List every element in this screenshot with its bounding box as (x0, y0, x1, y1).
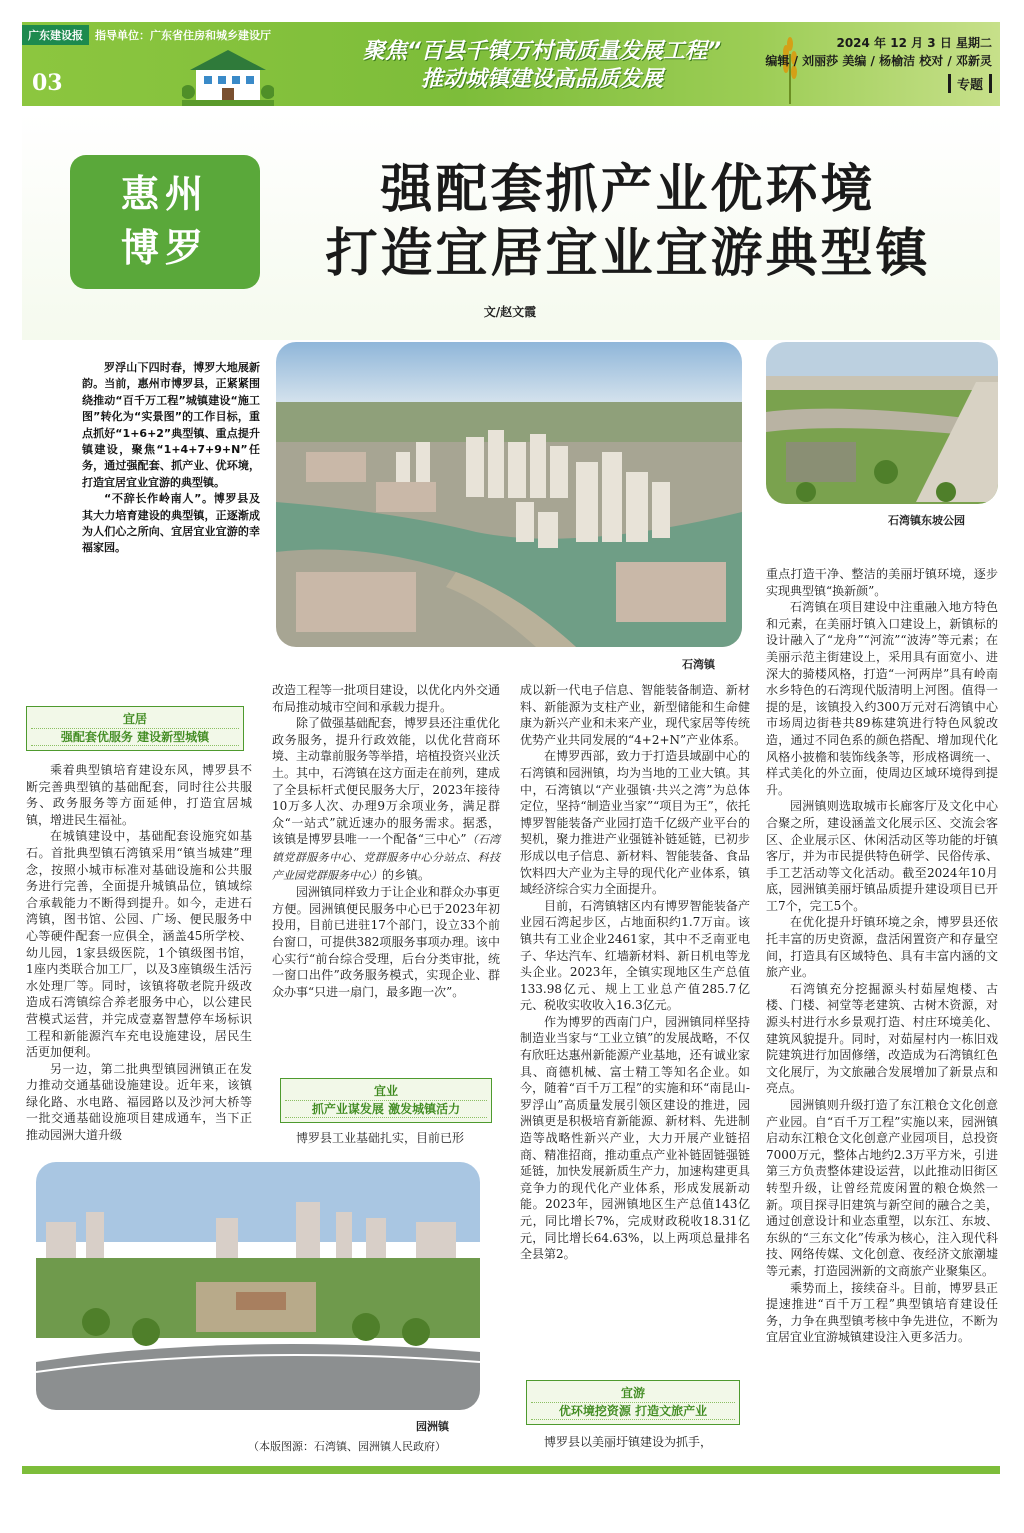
section-livable-subtitle: 强配套优服务 建设新型城镇 (31, 728, 239, 746)
dongpo-caption: 石湾镇东坡公园 (888, 514, 965, 527)
col4-p2: 石湾镇在项目建设中注重融入地方特色和元素，在美丽圩镇入口建设上，新镇标的设计融入了“龙舟”“河流”“波涛”等元素；在美丽示范主街建设上，采用具有面宽小、进深大的骑楼风格，打造“一河两岸”具有岭南水乡特色的石湾现代版清明上河图。值得一提的是，该镇投入约300万元对石湾镇中心市场周边街巷共89栋建筑进行特色风貌改造，通过不同色系的颜色搭配、增加现代化风格小披檐和装饰线条等，形成格调统一、样式美化的外立面，使周边区域环境得到提升。 (766, 600, 998, 797)
shiwan-aerial-image (276, 342, 742, 647)
col3-p4: 作为博罗的西南门户，园洲镇同样坚持制造业当家与“工业立镇”的发展战略，不仅有欣旺达惠州新能源产业基地，还有诚业家具、商德机械、富士精工等知名企业。如今，随着“百千万工程”的实施和环“南昆山-罗浮山”高质量发展引领区建设的推进，园洲镇更是积极培育新能源、新材料、先进制造等战略性新兴产业，大力开展产业链招商、精准招商，推动重点产业补链固链强链延链，加快发展新质生产力，加速构建更具竞争力的现代化产业体系，形成发展新动能。2023年，园洲镇地区生产总值143亿元，同比增长7%，完成财政税收18.31亿元，同比增长64.63%，以上两项总量排名全县第2。 (520, 1014, 750, 1262)
dongpo-park-image (766, 342, 998, 504)
dongpo-park-photo (766, 342, 998, 504)
col4-p6: 园洲镇则升级打造了东江粮仓文化创意产业园。自“百千万工程”实施以来，园洲镇启动东江粮仓文化创意产业园项目，总投资7000万元，整体占地约2.3万平方米，引进第三方负责整体建设运营，以此推动旧街区转型升级，让曾经荒废闲置的粮仓焕然一新。项目探寻旧建筑与新空间的融合之美，通过创意设计和业态重塑，以东江、东坡、东纵的“三东文化”传承为核心，注入现代科技、网络传媒、文化创意、夜经济文旅潮墟等元素，打造园洲新的文商旅产业聚集区。 (766, 1098, 998, 1278)
byline: 文/赵文霞 (483, 305, 537, 319)
col2-p4: 博罗县工业基础扎实，目前已形 (296, 1131, 465, 1145)
col3-p1: 成以新一代电子信息、智能装备制造、新材料、新能源为支柱产业，新型储能和生命健康为新兴产业和未来产业，现代家居等传统优势产业共同发展的“4+2+N”产业体系。 (520, 683, 750, 747)
place-county: 博罗 (120, 226, 209, 270)
col2-p2 (272, 715, 500, 884)
masthead-info (765, 34, 992, 94)
place-badge (70, 155, 260, 289)
col4-p4: 在优化提升圩镇环境之余，博罗县还依托丰富的历史资源，盘活闲置资产和存量空间，打造具有区域特色、具有丰富内涵的文旅产业。 (766, 915, 998, 980)
col4-p3: 园洲镇则选取城市长廊客厅及文化中心合聚之所，建设涵盖文化展示区、交流会客区、企业展示区、休闲活动区等功能的圩镇客厅，并为市民提供特色研学、民俗传承、手工艺活动等文化活动。截至2024年10月底，园洲镇美丽圩镇品质提升建设项目已开工7个，完工5个。 (766, 799, 998, 913)
col3-p3: 目前，石湾镇辖区内有博罗智能装备产业园石湾起步区，占地面积约1.7万亩。该镇共有工业企业2461家，其中不乏南亚电子、华达汽车、红墙新材料、新日机电等龙头企业。2023年，全镇实现地区生产总值133.98亿元、规上工业总产值285.7亿元、税收实收收入16.3亿元。 (520, 898, 750, 1013)
col3-p5: 博罗县以美丽圩镇建设为抓手， (544, 1435, 713, 1449)
shiwan-caption: 石湾镇 (682, 658, 715, 671)
section-business-head (280, 1078, 492, 1123)
section-tourism-title: 宜游 (620, 1386, 645, 1400)
yuanzhou-caption: 园洲镇 (416, 1420, 449, 1433)
col2-p2-end: 的乡镇。 (382, 867, 431, 882)
section-business-subtitle: 抓产业谋发展 激发城镇活力 (285, 1100, 487, 1118)
editor-credits: 编辑 / 刘丽莎 美编 / 杨榆洁 校对 / 邓新灵 (765, 54, 992, 68)
slogan-line-2: 推动城镇建设高品质发展 (420, 67, 663, 92)
col2-p2-text: 除了做强基础配套，博罗县还注重优化政务服务，提升行政效能，以优化营商环境、主动靠前服务等举措，培植投资兴业沃土。其中，石湾镇在这方面走在前列，建成了全县标杆式便民服务大厅，2023年接待10万多人次、办理9万余项业务，满足群众“一站式”就近速办的服务需求。据悉，该镇是博罗县唯一一个配备“三中心” (272, 716, 501, 847)
column-2 (272, 682, 500, 1072)
col4-p7: 乘势而上，接续奋斗。目前，博罗县正提速推进“百千万工程”典型镇培育建设任务，力争在典型镇考核中争先进位，不断为宜居宜业宜游城镇建设注入更多活力。 (766, 1280, 998, 1345)
column-4 (766, 566, 998, 1460)
col2-p3: 园洲镇同样致力于让企业和群众办事更方便。园洲镇便民服务中心已于2023年初投用，目前已进驻17个部门，设立33个前台窗口，可提供382项服务事项办理。该中心实行“前台综合受理，后台分类审批，统一窗口出件”政务服务模式，实现企业、群众办事“只进一扇门，最多跑一次”。 (272, 885, 501, 999)
column-badge: 专题 (948, 74, 992, 93)
col1-p2: 在城镇建设中，基础配套设施究如基石。首批典型镇石湾镇采用“镇当城建”理念，按照小城市标准对基础设施和公共服务进行完善，全面提升城镇品位，镇域综合承载能力不断得到提升。如今，走进石湾镇，图书馆、公园、广场、便民服务中心等硬件配套一应俱全，涵盖45所学校、幼儿园，1家县级医院，1个镇级图书馆，1座内类联合加工厂，以及3座镇级生活污水处理厂等。同时，该镇将敬老院升级改造成石湾镇综合养老服务中心，以公建民营模式运营，并完成壹嘉智慧停车场标识工程和新能源汽车充电设施建设，居民生活更加便利。 (26, 829, 252, 1060)
section-tourism-head (526, 1380, 740, 1425)
section-tourism-subtitle: 优环境挖资源 打造文旅产业 (531, 1402, 735, 1420)
column-1 (26, 762, 252, 1154)
place-city: 惠州 (120, 172, 209, 216)
shiwan-town-photo (276, 342, 742, 647)
headline-line-1: 强配套抓产业优环境 (380, 159, 876, 220)
house-icon (182, 48, 274, 106)
paper-tag: 广东建设报 (22, 25, 89, 45)
column-3-tail (520, 1434, 750, 1458)
yuanzhou-town-photo (36, 1162, 480, 1410)
yuanzhou-aerial-image (36, 1162, 480, 1410)
slogan-line-1: 聚焦“百县千镇万村高质量发展工程” (362, 39, 722, 64)
footer-rule (22, 1466, 1000, 1474)
lead-p2: “不辞长作岭南人”。博罗县及其大力培育建设的典型镇，正逐渐成为人们心之所向、宜居宜业宜游的幸福家园。 (82, 492, 260, 555)
page-number: 03 (32, 70, 63, 96)
col2-p1: 改造工程等一批项目建设，以优化内外交通布局推动城市空间和承载力提升。 (272, 683, 501, 714)
section-business-title: 宜业 (373, 1084, 398, 1098)
col4-p5: 石湾镇充分挖掘源头村茹屋炮楼、古楼、门楼、祠堂等老建筑、古树木资源，对源头村进行水乡景观打造、村庄环境美化、建筑风貌提升。同时，对茹屋村内一栋旧戏院建筑进行加固修缮，改造成为石湾镇红色文化展厅，为文旅融合发展增加了新景点和亮点。 (766, 981, 998, 1096)
masthead (22, 22, 1000, 106)
guide-unit: 指导单位：广东省住房和城乡建设厅 (95, 29, 271, 42)
masthead-top-bar (22, 26, 271, 44)
col1-p1: 乘着典型镇培育建设东风，博罗县不断完善典型镇的基础配套，同时往公共服务、政务服务等方面延伸，打造宜居城镇，增进民生福祉。 (26, 763, 252, 827)
col2-p2-note: （石湾镇党群服务中心、党群服务中心分站点、科技产业园党群服务中心） (272, 833, 500, 882)
col1-p3: 另一边，第二批典型镇园洲镇正在发力推动交通基础设施建设。近年来，该镇绿化路、水电路、福园路以及沙河大桥等一批交通基础设施项目建成通车，当下正推动园洲大道升级 (26, 1061, 252, 1143)
page-title (268, 158, 988, 286)
lead-paragraph (82, 360, 260, 557)
column-2-tail (272, 1130, 500, 1154)
headline-line-2: 打造宜居宜业宜游典型镇 (325, 223, 931, 284)
photo-credit: （本版图源：石湾镇、园洲镇人民政府） (248, 1440, 446, 1453)
section-livable-title: 宜居 (122, 712, 147, 726)
col4-p1: 重点打造干净、整洁的美丽圩镇环境，逐步实现典型镇“换新颜”。 (766, 567, 998, 598)
section-livable-head (26, 706, 244, 751)
lead-p1: 罗浮山下四时春，博罗大地展新韵。当前，惠州市博罗县，正紧紧围绕推动“百千万工程”城镇建设“施工图”转化为“实景图”的工作目标，重点抓好“1+6+2”典型镇、重点提升镇建设，聚焦“1+4+7+9+N”任务，通过强配套、抓产业、优环境，打造宜居宜业宜游的典型镇。 (82, 361, 260, 489)
col3-p2: 在博罗西部，致力于打造县域副中心的石湾镇和园洲镇，均为当地的工业大镇。其中，石湾镇以“产业强镇·共兴之湾”为总体定位，坚持“制造业当家”“项目为王”，依托博罗智能装备产业园打造千亿级产业平台的契机，聚力推进产业强链补链延链，已初步形成以电子信息、新材料、智能装备、食品饮料四大产业为主导的现代化产业体系，镇域经济综合实力全面提升。 (520, 749, 750, 897)
masthead-slogan (292, 38, 792, 94)
column-3 (520, 682, 750, 1372)
issue-date: 2024 年 12 月 3 日 星期二 (836, 36, 992, 50)
